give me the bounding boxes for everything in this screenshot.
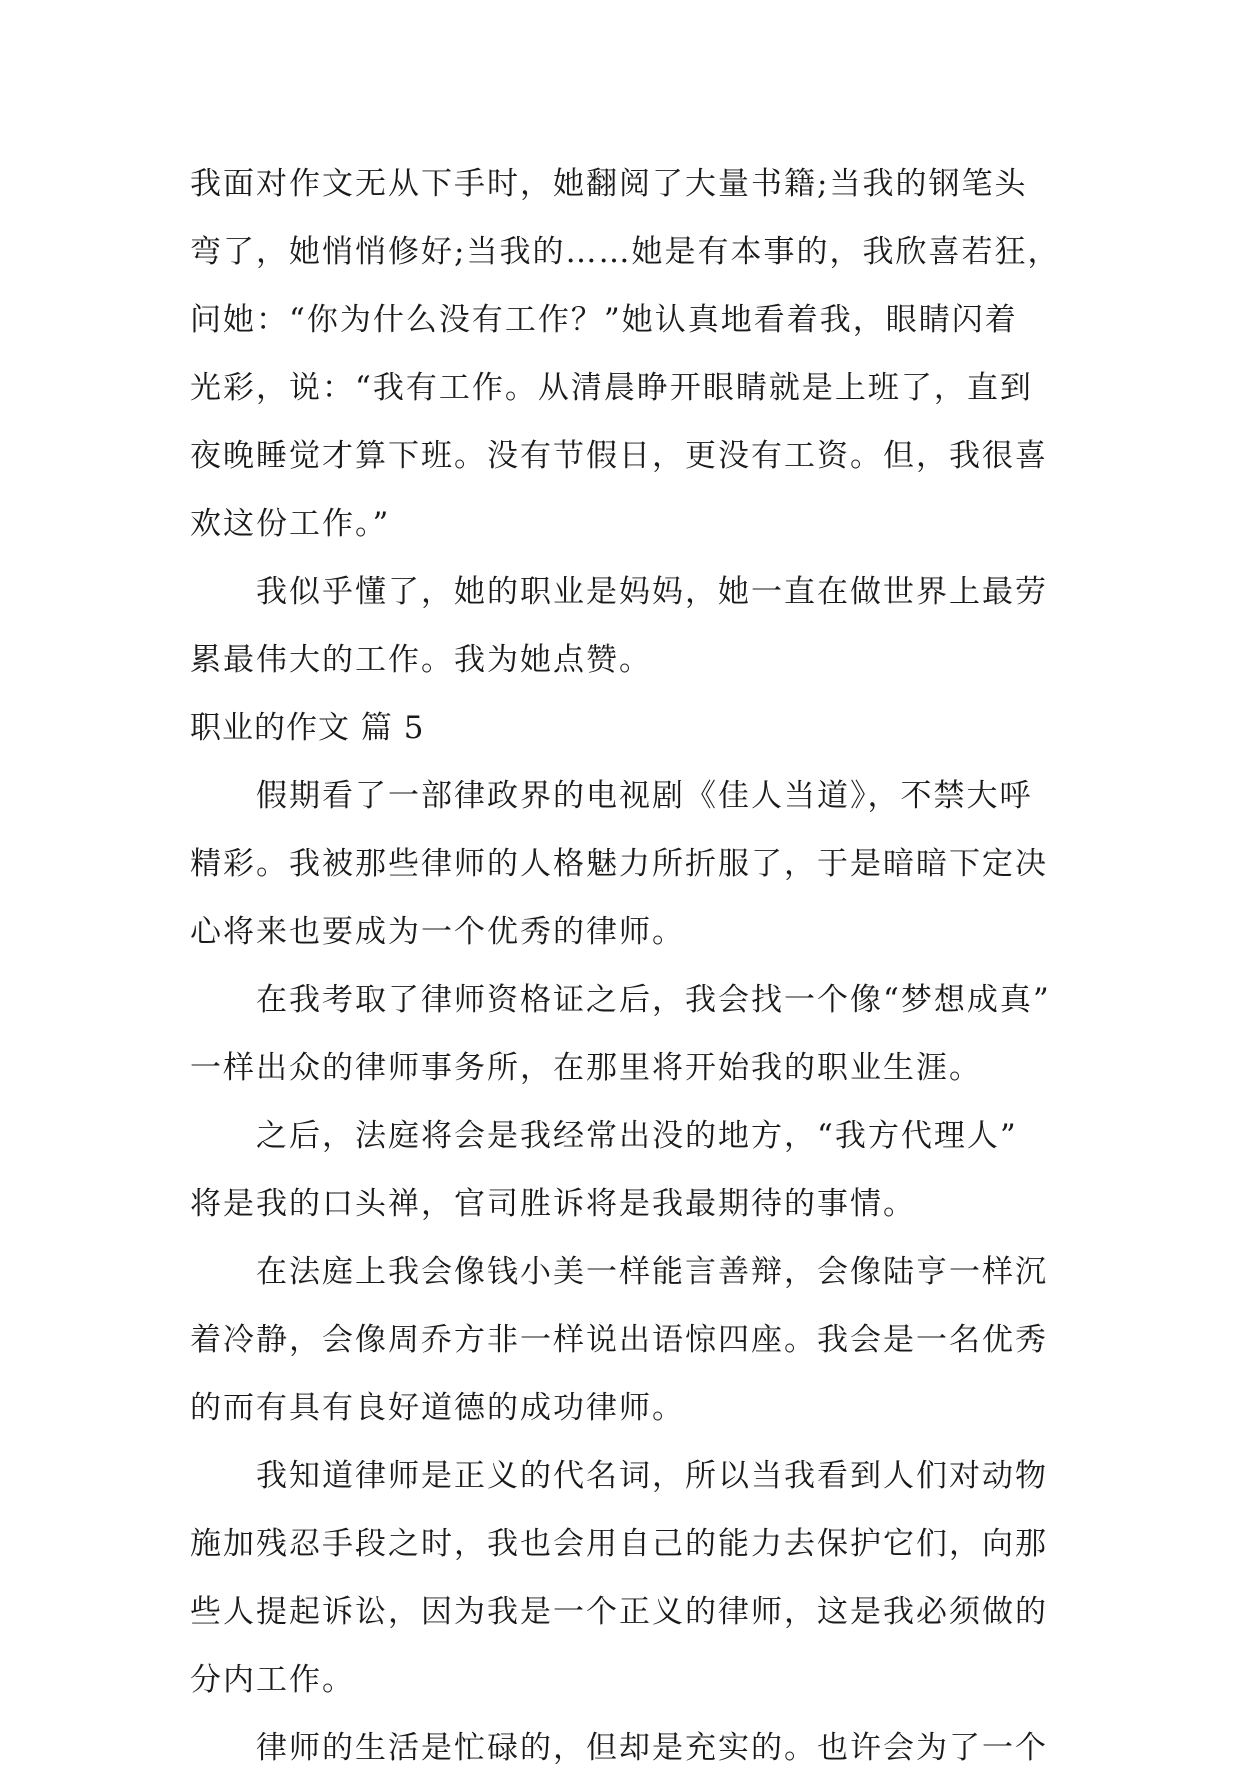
paragraph-start-line: 我似乎懂了，她的职业是妈妈，她一直在做世界上最劳	[256, 574, 1048, 610]
paragraph-start-line: 之后，法庭将会是我经常出没的地方，“我方代理人”	[256, 1118, 1018, 1154]
text-line: 弯了，她悄悄修好;当我的……她是有本事的，我欣喜若狂，	[190, 234, 1061, 270]
section-heading: 职业的作文 篇 5	[190, 710, 425, 746]
text-line: 光彩，说：“我有工作。从清晨睁开眼睛就是上班了，直到	[190, 370, 1033, 406]
text-line: 问她：“你为什么没有工作？”她认真地看着我，眼睛闪着	[190, 302, 1018, 338]
text-line: 些人提起诉讼，因为我是一个正义的律师，这是我必须做的	[190, 1594, 1048, 1630]
text-line: 施加残忍手段之时，我也会用自己的能力去保护它们，向那	[190, 1526, 1048, 1562]
text-line: 精彩。我被那些律师的人格魅力所折服了，于是暗暗下定决	[190, 846, 1048, 882]
text-line: 欢这份工作。”	[190, 506, 391, 542]
text-line: 的而有具有良好道德的成功律师。	[190, 1390, 685, 1426]
paragraph-start-line: 律师的生活是忙碌的，但却是充实的。也许会为了一个	[256, 1730, 1048, 1766]
paragraph-start-line: 在法庭上我会像钱小美一样能言善辩，会像陆亨一样沉	[256, 1254, 1048, 1290]
text-line: 一样出众的律师事务所，在那里将开始我的职业生涯。	[190, 1050, 982, 1086]
text-line: 夜晚睡觉才算下班。没有节假日，更没有工资。但，我很喜	[190, 438, 1048, 474]
text-line: 将是我的口头禅，官司胜诉将是我最期待的事情。	[190, 1186, 916, 1222]
paragraph-start-line: 我知道律师是正义的代名词，所以当我看到人们对动物	[256, 1458, 1048, 1494]
paragraph-start-line: 在我考取了律师资格证之后，我会找一个像“梦想成真”	[256, 982, 1051, 1018]
text-line: 我面对作文无从下手时，她翻阅了大量书籍;当我的钢笔头	[190, 166, 1028, 202]
text-line: 分内工作。	[190, 1662, 355, 1698]
text-line: 着冷静，会像周乔方非一样说出语惊四座。我会是一名优秀	[190, 1322, 1048, 1358]
document-body	[190, 150, 1061, 1782]
text-line: 心将来也要成为一个优秀的律师。	[190, 914, 685, 950]
text-line: 累最伟大的工作。我为她点赞。	[190, 642, 652, 678]
paragraph-start-line: 假期看了一部律政界的电视剧《佳人当道》，不禁大呼	[256, 778, 1033, 814]
